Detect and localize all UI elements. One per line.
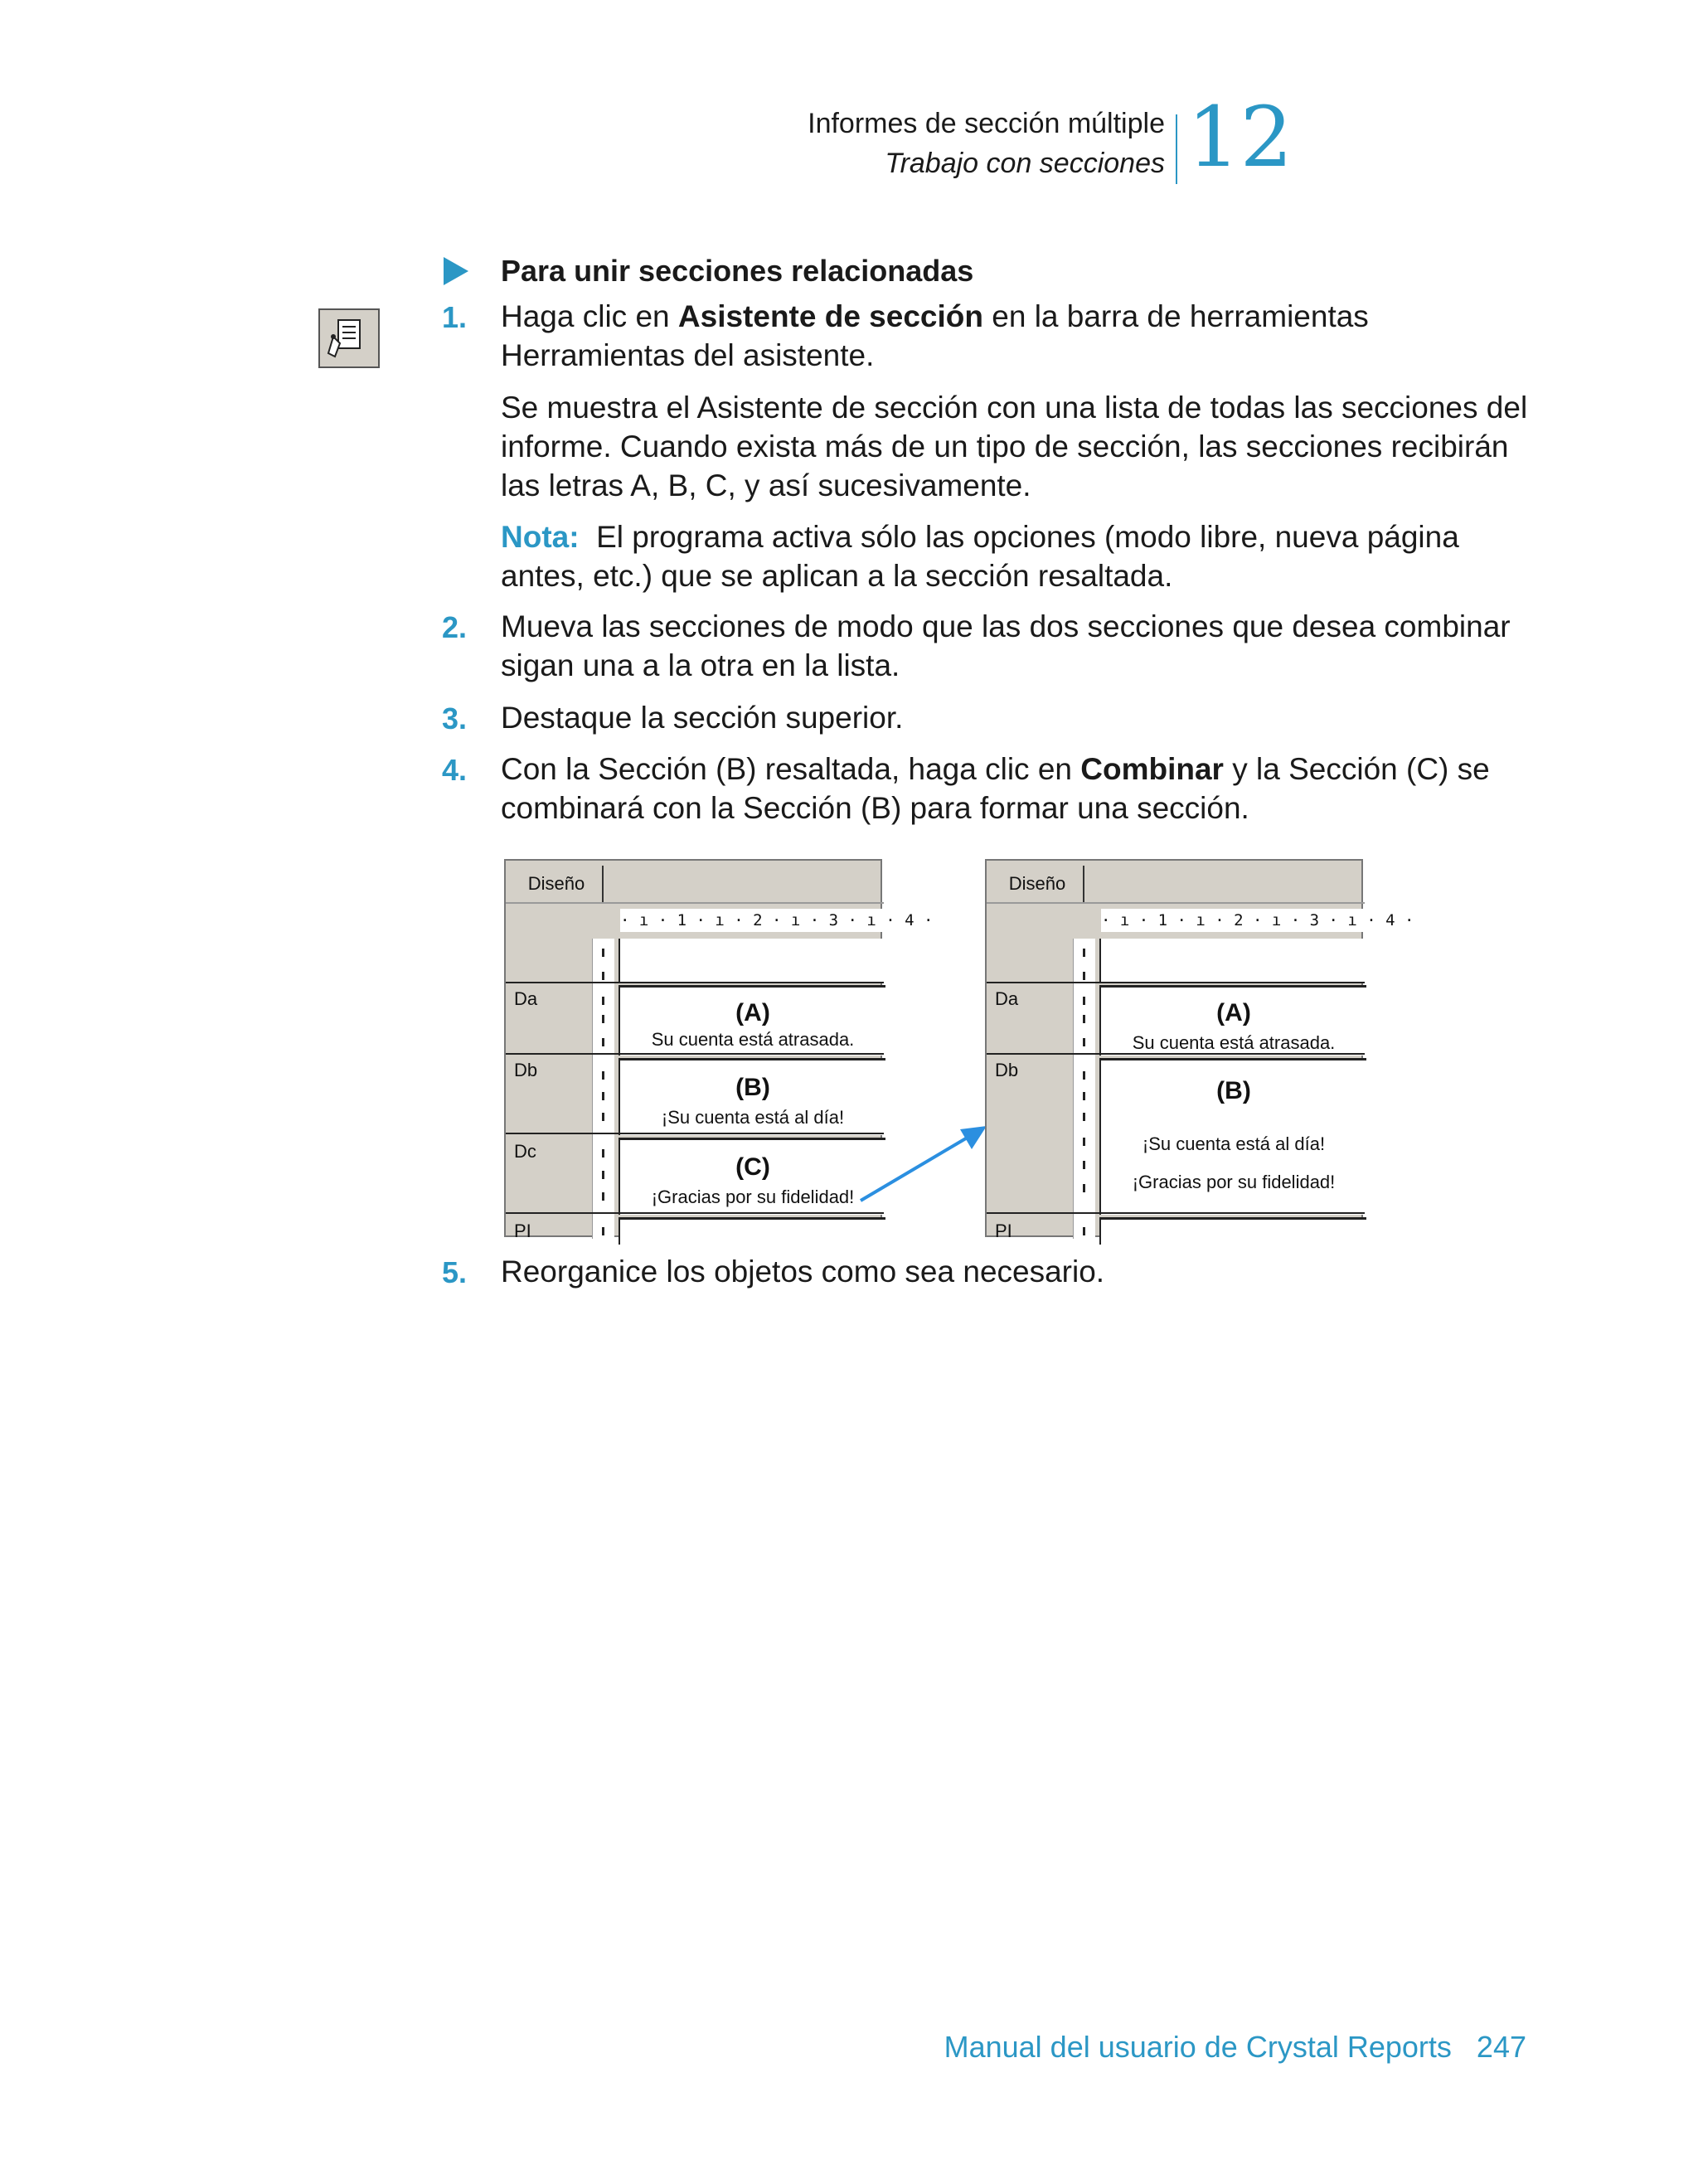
- note-label: Nota:: [501, 520, 580, 554]
- step1-paragraph: Se muestra el Asistente de sección con una lista de todas las secciones del informe. Cuando exista más de un tipo de sección, las secciones recibirán las letras A, B, C, y así sucesivamente.: [501, 391, 1528, 502]
- section-text: ¡Su cuenta está al día!: [1142, 1133, 1326, 1154]
- section-text: Su cuenta está atrasada.: [1132, 1032, 1336, 1053]
- step-number: 4.: [442, 753, 468, 787]
- horizontal-ruler: · ı · 1 · ı · 2 · ı · 3 · ı · 4 ·: [1101, 909, 1365, 932]
- section-text: ¡Gracias por su fidelidad!: [1132, 1172, 1336, 1192]
- section-title: (A): [735, 999, 770, 1026]
- note-text: El programa activa sólo las opciones (modo libre, nueva página antes, etc.) que se aplican a la sección resaltada.: [501, 520, 1459, 593]
- page-number: 247: [1476, 2030, 1526, 2064]
- section-band: [1099, 985, 1366, 1056]
- header-divider: [1176, 114, 1177, 184]
- section-label: Da: [514, 988, 538, 1009]
- section-title: (B): [735, 1074, 770, 1101]
- section-text: Su cuenta está atrasada.: [651, 1029, 855, 1050]
- step-number: 5.: [442, 1255, 468, 1289]
- section-text: ¡Gracias por su fidelidad!: [651, 1187, 855, 1207]
- chapter-number: 12: [1187, 89, 1293, 186]
- footer: [944, 2030, 1526, 2065]
- section-label: Dc: [514, 1141, 536, 1162]
- section-band: [619, 1138, 885, 1215]
- section-band: [1099, 1058, 1366, 1215]
- section-band: [619, 1058, 885, 1135]
- horizontal-ruler: · ı · 1 · ı · 2 · ı · 3 · ı · 4 ·: [620, 909, 884, 932]
- design-view-before: [504, 859, 934, 1241]
- note: [501, 517, 1537, 595]
- section-title: (A): [1216, 999, 1251, 1026]
- section-expert-icon: [318, 308, 380, 368]
- step-number: 1.: [442, 300, 468, 334]
- procedure-arrow-icon: [444, 257, 468, 285]
- section-band: [619, 985, 885, 1056]
- section-label: Db: [995, 1060, 1019, 1080]
- step-text: Mueva las secciones de modo que las dos secciones que desea combinar sigan una a la otra en la lista.: [501, 609, 1511, 682]
- manual-title: Manual del usuario de Crystal Reports: [944, 2030, 1452, 2064]
- tab-design: Diseño: [992, 866, 1084, 902]
- step-text: Con la Sección (B) resaltada, haga clic en Combinar y la Sección (C) se combinará con la Sección (B) para formar una sección.: [501, 752, 1490, 825]
- vertical-ruler: [1073, 939, 1095, 1239]
- section-title: Trabajo con secciones: [885, 148, 1165, 179]
- section-label: PI: [514, 1221, 531, 1241]
- section-label: Da: [995, 988, 1019, 1009]
- chapter-title: Informes de sección múltiple: [808, 108, 1165, 139]
- section-title: (B): [1216, 1077, 1251, 1104]
- step-text: Haga clic en Asistente de sección en la barra de herramientas Herramientas del asistente.: [501, 299, 1369, 372]
- design-view-after: [985, 859, 1414, 1241]
- section-text: ¡Su cuenta está al día!: [661, 1107, 845, 1128]
- step-text: Destaque la sección superior.: [501, 701, 904, 735]
- tab-design: Diseño: [511, 866, 604, 902]
- step-number: 3.: [442, 701, 468, 735]
- section-label: Db: [514, 1060, 538, 1080]
- section-label: PI: [995, 1221, 1012, 1241]
- arrow-icon: [854, 1118, 995, 1209]
- procedure-heading: Para unir secciones relacionadas: [501, 254, 974, 288]
- section-title: (C): [735, 1153, 770, 1181]
- vertical-ruler: [592, 939, 614, 1239]
- step-text: Reorganice los objetos como sea necesario.: [501, 1255, 1105, 1289]
- step-number: 2.: [442, 610, 468, 644]
